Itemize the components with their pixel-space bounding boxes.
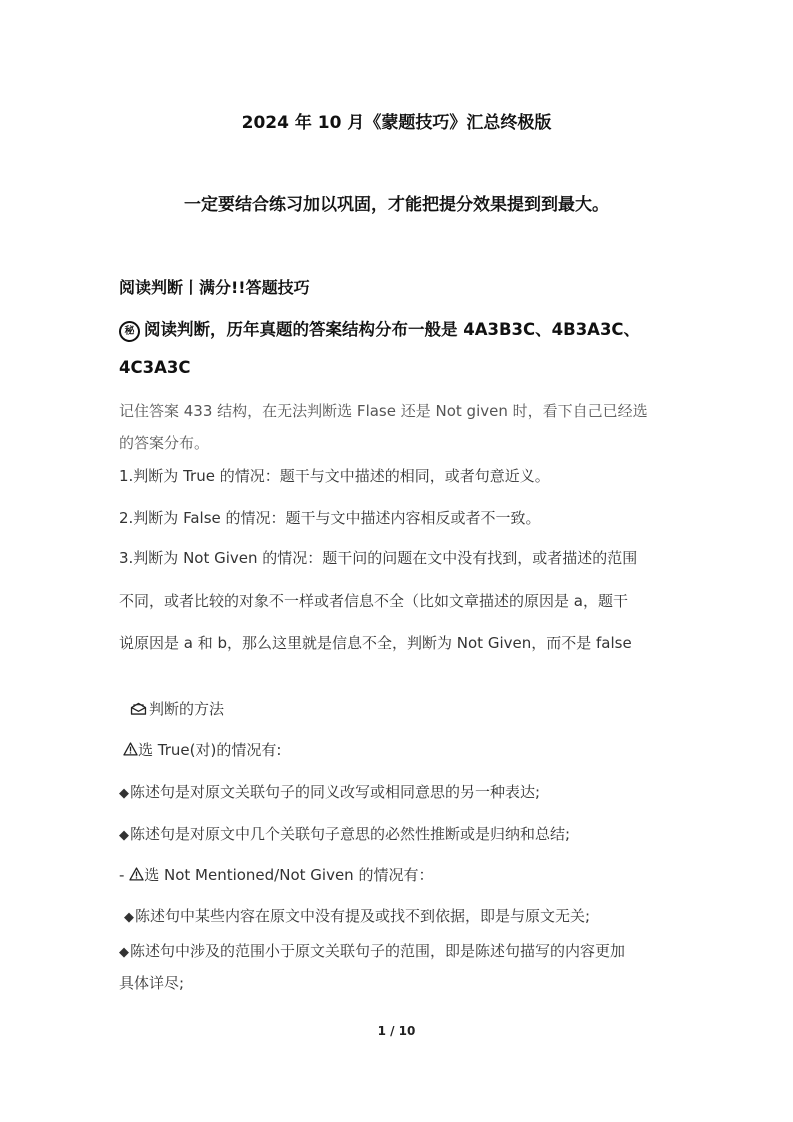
not-given-point-2-line-1 (119, 940, 625, 961)
secret-circled-icon: 秘 (119, 321, 140, 342)
method-heading (130, 698, 224, 719)
not-given-point-1 (124, 905, 590, 926)
not-given-point-1-text: 陈述句中某些内容在原文中没有提及或找不到依据，即是与原文无关; (135, 907, 591, 925)
true-point-1-text: 陈述句是对原文关联句子的同义改写或相同意思的另一种表达; (130, 783, 541, 801)
page-number: 1 / 10 (377, 1024, 416, 1038)
diamond-bullet-icon: ◆ (119, 786, 129, 801)
list-item-false: 2.判断为 False 的情况：题干与文中描述内容相反或者不一致。 (119, 509, 541, 527)
list-item-not-given-line-2: 不同，或者比较的对象不一样或者信息不全（比如文章描述的原因是 a，题干 (119, 592, 628, 610)
key-point-line-1 (119, 316, 640, 342)
true-point-2 (119, 823, 570, 844)
true-heading-text: 选 True(对)的情况有: (138, 741, 282, 759)
true-heading (123, 739, 281, 760)
warning-icon (123, 742, 138, 756)
true-point-1 (119, 781, 540, 802)
list-item-not-given-line-1: 3.判断为 Not Given 的情况：题干问的问题在文中没有找到，或者描述的范围 (119, 549, 638, 567)
not-given-heading (119, 864, 433, 885)
intro-line-2: 的答案分布。 (119, 434, 210, 452)
document-subtitle: 一定要结合练习加以巩固，才能把提分效果提到到最大。 (184, 195, 609, 215)
list-item-true: 1.判断为 True 的情况：题干与文中描述的相同，或者句意近义。 (119, 467, 550, 485)
not-given-point-2-line-2: 具体详尽; (119, 974, 185, 992)
section-heading: 阅读判断丨满分!!答题技巧 (119, 278, 310, 297)
diamond-bullet-icon: ◆ (119, 828, 129, 843)
intro-line-1: 记住答案 433 结构，在无法判断选 Flase 还是 Not given 时，看下自己已经选 (119, 402, 648, 420)
key-point-line-2: 4C3A3C (119, 358, 191, 377)
diamond-bullet-icon: ◆ (119, 945, 129, 960)
not-given-heading-text: 选 Not Mentioned/Not Given 的情况有： (144, 866, 434, 884)
not-given-point-2-text: 陈述句中涉及的范围小于原文关联句子的范围，即是陈述句描写的内容更加 (130, 942, 626, 960)
list-item-not-given-line-3: 说原因是 a 和 b，那么这里就是信息不全，判断为 Not Given，而不是 false (119, 634, 632, 652)
warning-icon (129, 867, 144, 881)
not-given-prefix: - (119, 866, 125, 884)
envelope-icon (130, 702, 147, 715)
document-title: 2024 年 10 月《蒙题技巧》汇总终极版 (241, 113, 552, 133)
method-heading-text: 判断的方法 (149, 700, 225, 718)
true-point-2-text: 陈述句是对原文中几个关联句子意思的必然性推断或是归纳和总结; (130, 825, 571, 843)
key-point-text: 阅读判断，历年真题的答案结构分布一般是 4A3B3C、4B3A3C、 (144, 320, 641, 339)
diamond-bullet-icon: ◆ (124, 910, 134, 925)
